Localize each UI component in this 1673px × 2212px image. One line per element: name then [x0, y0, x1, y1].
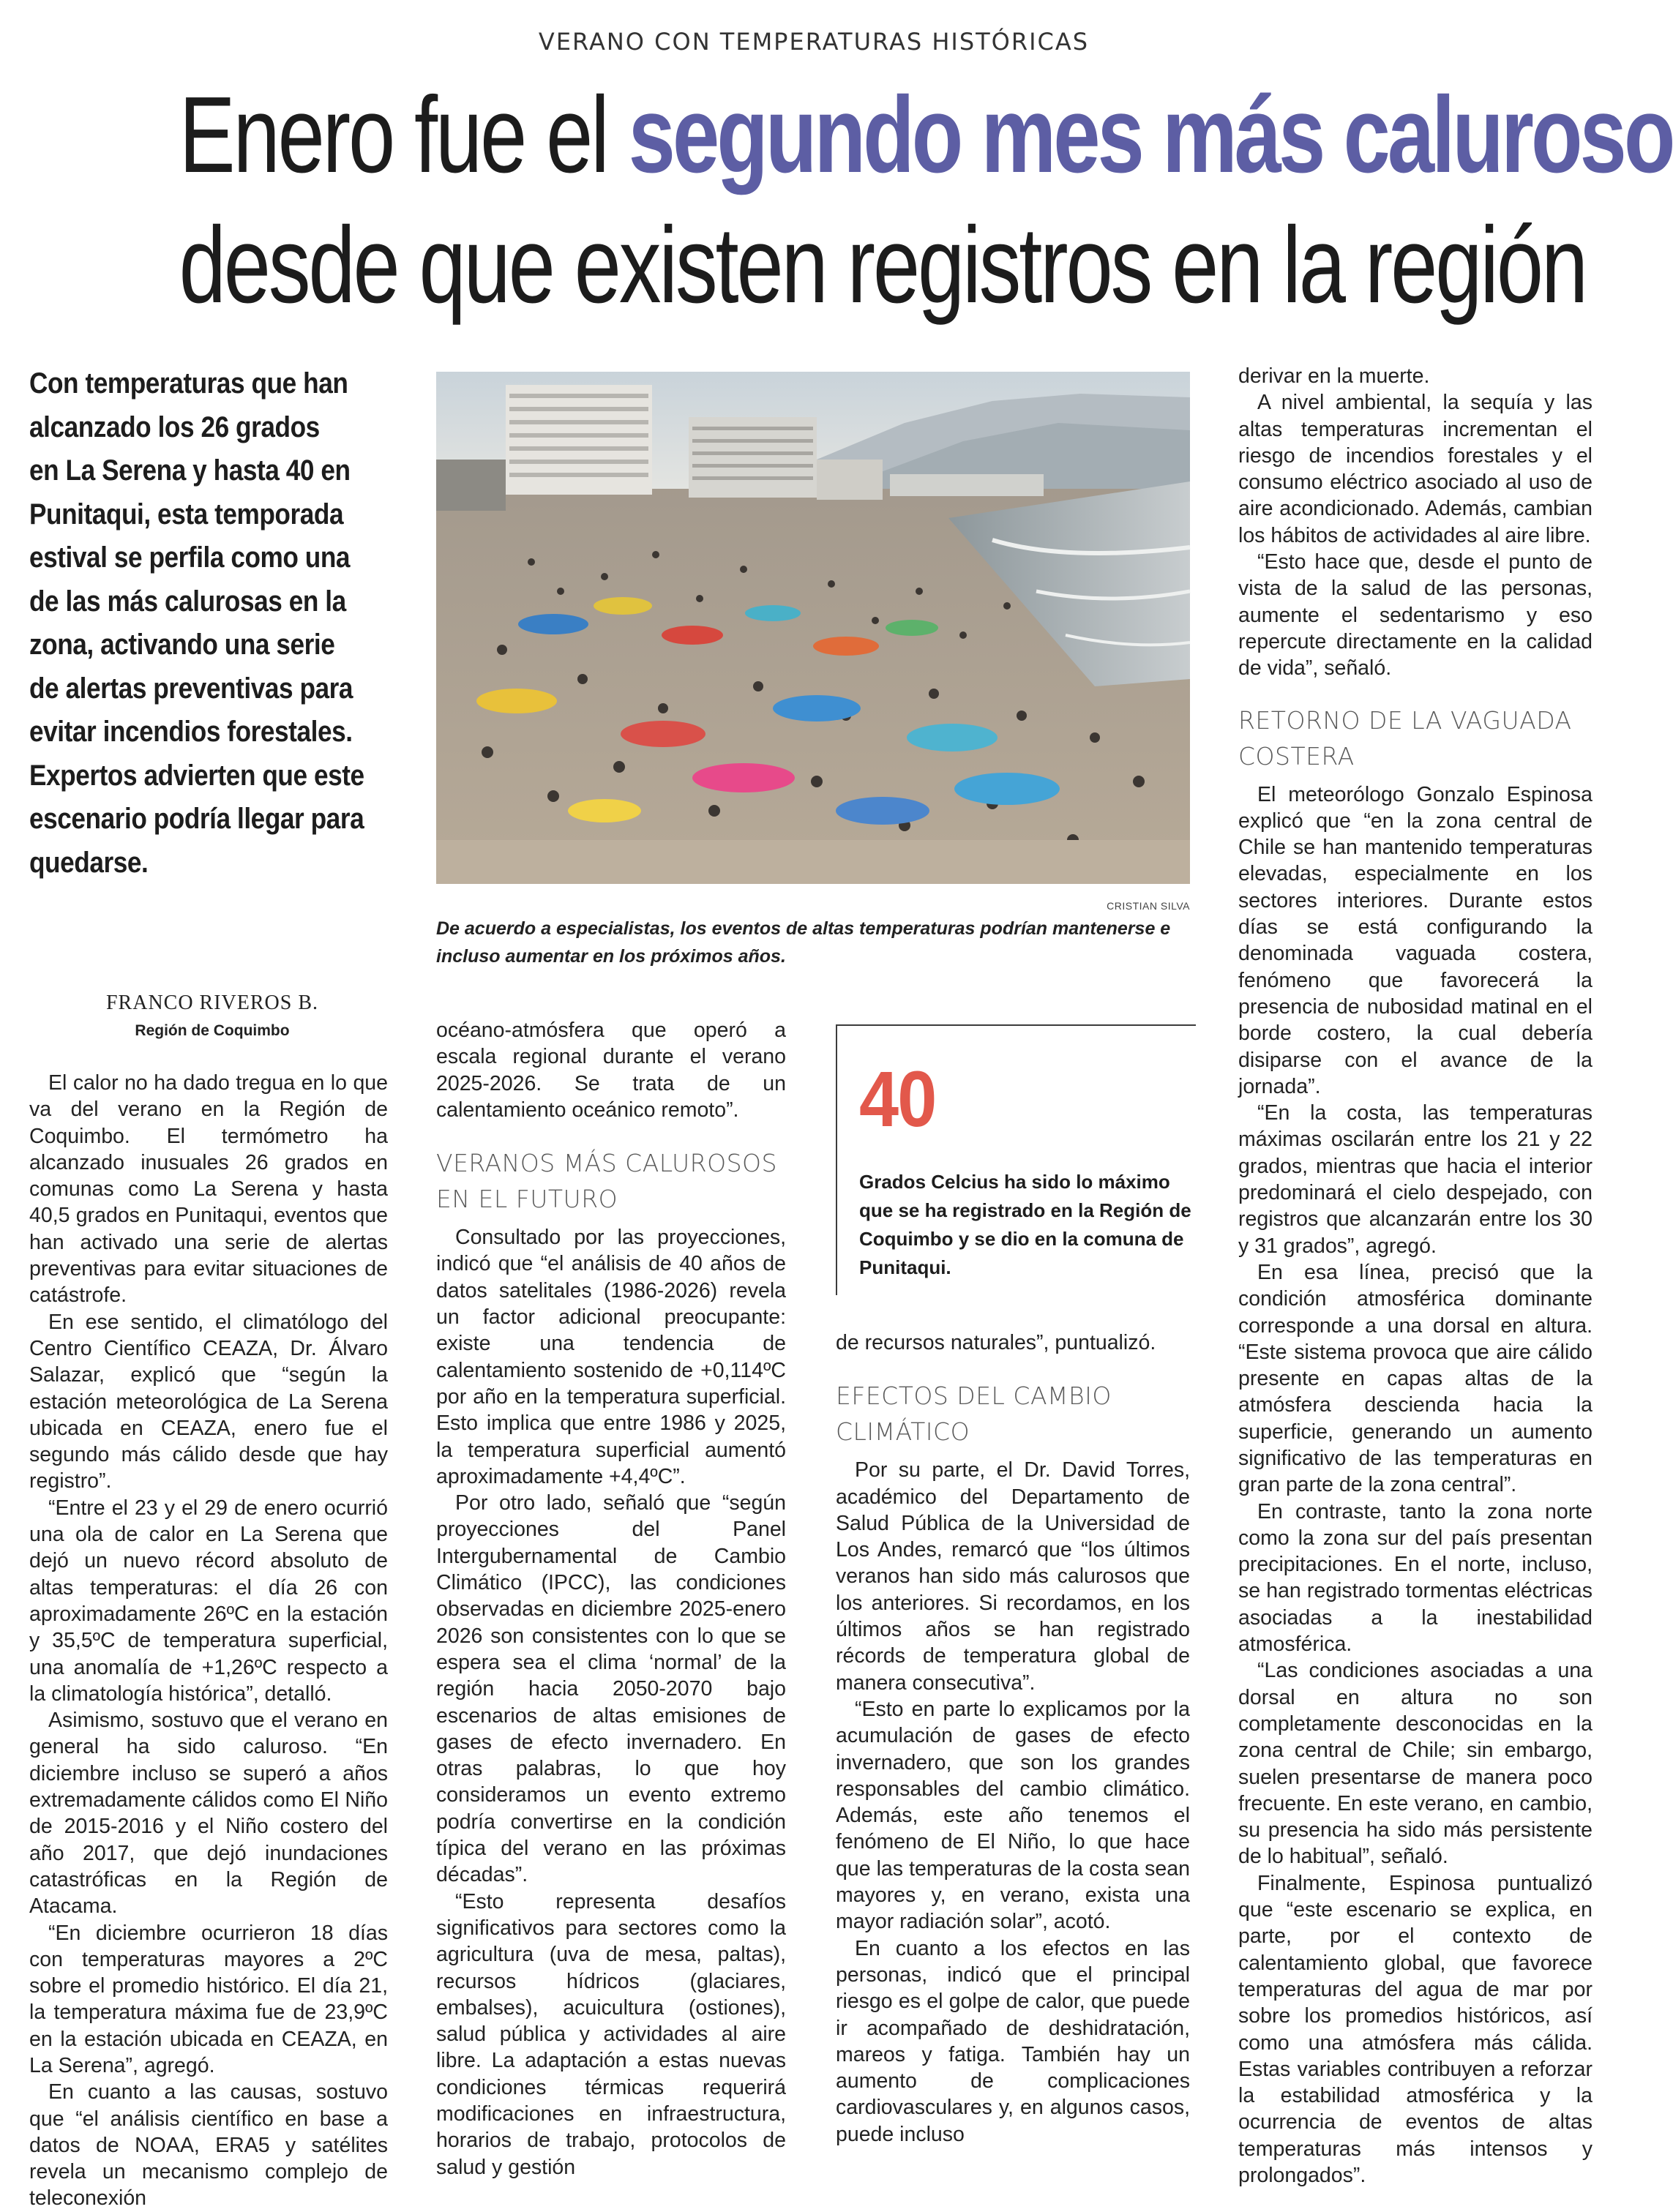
lede-line: quedarse. [29, 846, 149, 879]
paragraph: “Entre el 23 y el 29 de enero ocurrió una ola de calor en La Serena que dejó un nuevo récord absoluto de altas temperaturas: el día 26 con aproximadamente 26ºC en la estación y 35,5ºC de temperatura superficial, una anomalía de +1,26ºC respecto a la climatología histórica”, detalló. [29, 1496, 388, 1706]
kicker: VERANO CON TEMPERATURAS HISTÓRICAS [538, 28, 1090, 56]
section-heading: EFECTOS DEL CAMBIO CLIMÁTICO [836, 1381, 1112, 1447]
stat-text: Grados Celcius ha sido lo máximo que se ha registrado en la Región de Coquimbo y se dio en la comuna de Punitaqui. [859, 1171, 1191, 1278]
author-name: FRANCO RIVEROS B. [105, 991, 319, 1014]
lede-line: Con temperaturas que han [29, 367, 348, 400]
paragraph: “En la costa, las temperaturas máximas oscilarán entre los 21 y 22 grados, mientras que hacia el interior predominará el cielo despejado, con registros que alcanzarán entre los 30 y 31 grados”, agregó. [1238, 1101, 1592, 1258]
lede-line: en La Serena y hasta 40 en [29, 454, 351, 487]
headline-line-1 [179, 73, 1673, 198]
column-1 [29, 1070, 388, 2212]
paragraph: Consultado por las proyecciones, indicó que “el análisis de 40 años de datos satelitales (1986-2026) revela un factor adicional preocupante: existe una tendencia de calentamiento sostenido de +0,114ºC por año en la temperatura superficial. Esto implica que entre 1986 y 2025, la temperatura superficial aumentó aproximadamente +4,4ºC”. [436, 1226, 786, 1488]
paragraph: océano-atmósfera que operó a escala regional durante el verano 2025-2026. Se trata de un calentamiento oceánico remoto”. [436, 1019, 786, 1122]
paragraph: de recursos naturales”, puntualizó. [836, 1331, 1156, 1354]
column-3 [836, 1330, 1190, 2148]
paragraph: En cuanto a las causas, sostuvo que “el análisis científico en base a datos de NOAA, ERA5 y satélites revela un mecanismo complejo de teleconexión [29, 2080, 388, 2211]
section-heading: VERANOS MÁS CALUROSOS EN EL FUTURO [436, 1149, 777, 1214]
lede [29, 362, 395, 885]
paragraph: Asimismo, sostuvo que el verano en general ha sido caluroso. “En diciembre incluso se superó a años extremadamente cálidos como El Niño de 2015-2016 y el Niño costero del año 2017, que dejó inundaciones catastróficas en la Región de Atacama. [29, 1709, 388, 1919]
paragraph: En esa línea, precisó que la condición atmosférica dominante corresponde a una dorsal en altura. “Este sistema provoca que aire cálido presente en capas altas de la atmósfera descienda hacia la superficie, generando un aumento significativo de las temperaturas en gran parte de la zona central”. [1238, 1260, 1592, 1497]
photo-caption: De acuerdo a especialistas, los eventos de altas temperaturas podrían mantenerse e incluso aumentar en los próximos años. [436, 918, 1171, 967]
lede-line: Expertos advierten que este [29, 759, 364, 792]
stat-callout [836, 1024, 1196, 1295]
lede-line: alcanzado los 26 grados [29, 410, 320, 443]
paragraph: Por su parte, el Dr. David Torres, académico del Departamento de Salud Pública de la Universidad de Los Andes, remarcó que “los últimos veranos han sido más calurosos que los anteriores. Si recordamos, en los últimos años se han registrado récords de temperatura global de manera consecutiva”. [836, 1458, 1190, 1695]
paragraph: En contraste, tanto la zona norte como la zona sur del país presentan precipitaciones. En el norte, incluso, se han registrado tormentas eléctricas asociadas a la inestabilidad atmosférica. [1238, 1499, 1592, 1657]
paragraph: Finalmente, Espinosa puntualizó que “este escenario se explica, en parte, por el contexto de calentamiento global, que favorece temperaturas del agua de mar por sobre los promedios históricos, así como una atmósfera más cálida. Estas variables contribuyen a reforzar la estabilidad atmosférica y la ocurrencia de eventos de altas temperaturas más intensos y prolongados”. [1238, 1871, 1592, 2187]
paragraph: A nivel ambiental, la sequía y las altas temperaturas incrementan el riesgo de incendios forestales y el consumo eléctrico asociado al uso de aire acondicionado. Además, cambian los hábitos de actividades al aire libre. [1238, 391, 1592, 547]
column-2 [436, 1017, 786, 2181]
stat-number: 40 [859, 1054, 936, 1143]
paragraph: El calor no ha dado tregua en lo que va del verano en la Región de Coquimbo. El termómetro ha alcanzado inusuales 26 grados en comunas como La Serena y hasta 40,5 grados en Punitaqui, eventos que han activado una serie de alertas preventivas para evitar situaciones de catástrofe. [29, 1071, 388, 1308]
lede-line: de las más calurosas en la [29, 585, 346, 618]
lede-line: escenario podría llegar para [29, 803, 364, 835]
lede-line: evitar incendios forestales. [29, 716, 353, 748]
byline [29, 991, 395, 1040]
beach-photo [436, 372, 1190, 884]
paragraph: derivar en la muerte. [1238, 364, 1430, 388]
section-heading: RETORNO DE LA VAGUADA COSTERA [1238, 705, 1572, 771]
paragraph: “En diciembre ocurrieron 18 días con temperaturas mayores a 2ºC sobre el promedio histórico. El día 21, la temperatura máxima fue de 23,9ºC en la estación ubicada en CEAZA, en La Serena”, agregó. [29, 1921, 388, 2077]
paragraph: “Las condiciones asociadas a una dorsal en altura no son completamente desconocidas en la zona central de Chile; sin embargo, suelen presentarse de manera poco frecuente. En este verano, en cambio, su presencia ha sido más persistente de lo habitual”, señaló. [1238, 1659, 1592, 1869]
lede-line: zona, activando una serie [29, 629, 335, 661]
photo-credit: CRISTIAN SILVA [1107, 900, 1190, 912]
headline-accent: segundo mes más caluroso [628, 75, 1673, 195]
paragraph: Por otro lado, señaló que “según proyecciones del Panel Intergubernamental de Cambio Climático (IPCC), las condiciones observadas en diciembre 2025-enero 2026 son consistentes con lo que se espera sea el clima ‘normal’ de la región hacia 2050-2070 bajo escenarios de altas emisiones de gases de efecto invernadero. En otras palabras, lo que hoy consideramos un evento extremo podría convertirse en la condición típica del verano en las próximas décadas”. [436, 1491, 786, 1887]
headline-start: Enero fue el [179, 75, 629, 195]
beach-photo-illustration [436, 372, 1190, 884]
paragraph: El meteorólogo Gonzalo Espinosa explicó que “en la zona central de Chile se han mantenido temperaturas elevadas, especialmente en los sectores interiores. Durante estos días se está configurando la denominada vaguada costera, fenómeno que favorecerá la presencia de nubosidad matinal en el borde costero, la cual debería disiparse con el avance de la jornada”. [1238, 782, 1592, 1098]
paragraph: En ese sentido, el climatólogo del Centro Científico CEAZA, Dr. Álvaro Salazar, explicó que “según la estación meteorológica de La Serena ubicada en CEAZA, enero fue el segundo más cálido desde que hay registro”. [29, 1310, 388, 1493]
headline-line-2: desde que existen registros en la región [179, 205, 1586, 326]
paragraph: “Esto en parte lo explicamos por la acumulación de gases de efecto invernadero, que son los grandes responsables del cambio climático. Además, este año tenemos el fenómeno de El Niño, lo que hace que las temperaturas de la costa sean mayores y, en verano, exista una mayor radiación solar”, acotó. [836, 1697, 1190, 1934]
column-4 [1238, 363, 1592, 2189]
paragraph: En cuanto a los efectos en las personas, indicó que el principal riesgo es el golpe de calor, que puede ir acompañado de deshidratación, mareos y fatiga. También hay un aumento de complicaciones cardiovasculares y, en algunos casos, puede incluso [836, 1936, 1190, 2146]
paragraph: “Esto hace que, desde el punto de vista de la salud de las personas, aumente el sedentarismo y eso repercute directamente en la calidad de vida”, señaló. [1238, 550, 1592, 681]
author-region: Región de Coquimbo [135, 1022, 290, 1039]
lede-line: estival se perfila como una [29, 541, 351, 574]
lede-line: Punitaqui, esta temporada [29, 498, 344, 530]
paragraph: “Esto representa desafíos significativos para sectores como la agricultura (uva de mesa, paltas), recursos hídricos (glaciares, embalses), acuicultura (ostiones), salud pública y actividades al aire libre. La adaptación a estas nuevas condiciones térmicas requerirá modificaciones en infraestructura, horarios de trabajo, protocolos de salud y gestión [436, 1889, 786, 2179]
lede-line: de alertas preventivas para [29, 672, 353, 705]
